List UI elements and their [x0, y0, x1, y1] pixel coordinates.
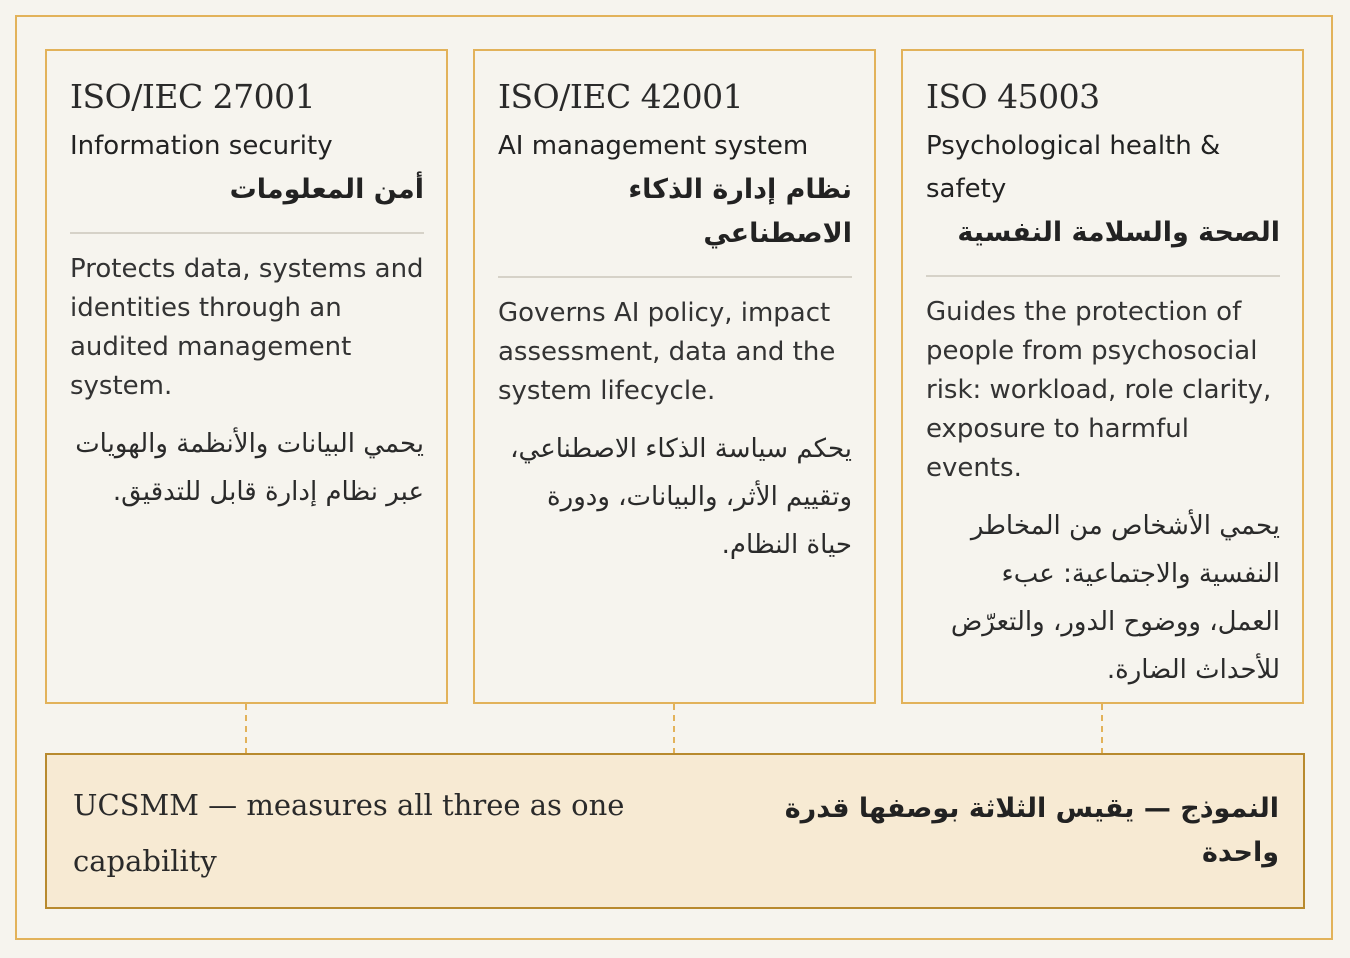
card-desc-ar: يحمي الأشخاص من المخاطر النفسية والاجتماعية: عبء العمل، ووضوح الدور، والتعرّض للأحداث الضارة.	[950, 511, 1280, 685]
card-standard: ISO/IEC 42001	[498, 77, 744, 116]
card-title-ar: أمن المعلومات	[229, 174, 424, 205]
card-standard: ISO 45003	[926, 77, 1100, 116]
card-desc-ar: يحكم سياسة الذكاء الاصطناعي، وتقييم الأثر، والبيانات، ودورة حياة النظام.	[510, 434, 852, 560]
connector-line-2	[673, 704, 675, 754]
card-desc-en: Guides the protection of people from psychosocial risk: workload, role clarity, exposure to harmful events.	[926, 297, 1272, 483]
card-desc-en: Protects data, systems and identities through an audited management system.	[70, 254, 424, 401]
card-title-en: AI management system	[498, 131, 809, 161]
connector-line-3	[1101, 704, 1103, 754]
card-title-en: Information security	[70, 131, 333, 161]
card-divider	[498, 276, 852, 278]
card-title-ar: الصحة والسلامة النفسية	[957, 217, 1280, 248]
card-iso-42001	[473, 49, 876, 704]
summary-band	[45, 753, 1305, 909]
card-divider	[70, 232, 424, 234]
summary-text-en: UCSMM — measures all three as one capability	[73, 788, 625, 878]
card-desc-en: Governs AI policy, impact assessment, data and the system lifecycle.	[498, 298, 836, 406]
connector-line-1	[245, 704, 247, 754]
card-title-ar: نظام إدارة الذكاء الاصطناعي	[628, 174, 852, 249]
card-iso-45003	[901, 49, 1304, 704]
summary-text-ar: النموذج — يقيس الثلاثة بوصفها قدرة واحدة	[784, 793, 1279, 868]
card-divider	[926, 275, 1280, 277]
card-iso-27001	[45, 49, 448, 704]
card-standard: ISO/IEC 27001	[70, 77, 316, 116]
card-title-en: Psychological health & safety	[926, 131, 1221, 204]
card-desc-ar: يحمي البيانات والأنظمة والهويات عبر نظام إدارة قابل للتدقيق.	[75, 429, 424, 507]
